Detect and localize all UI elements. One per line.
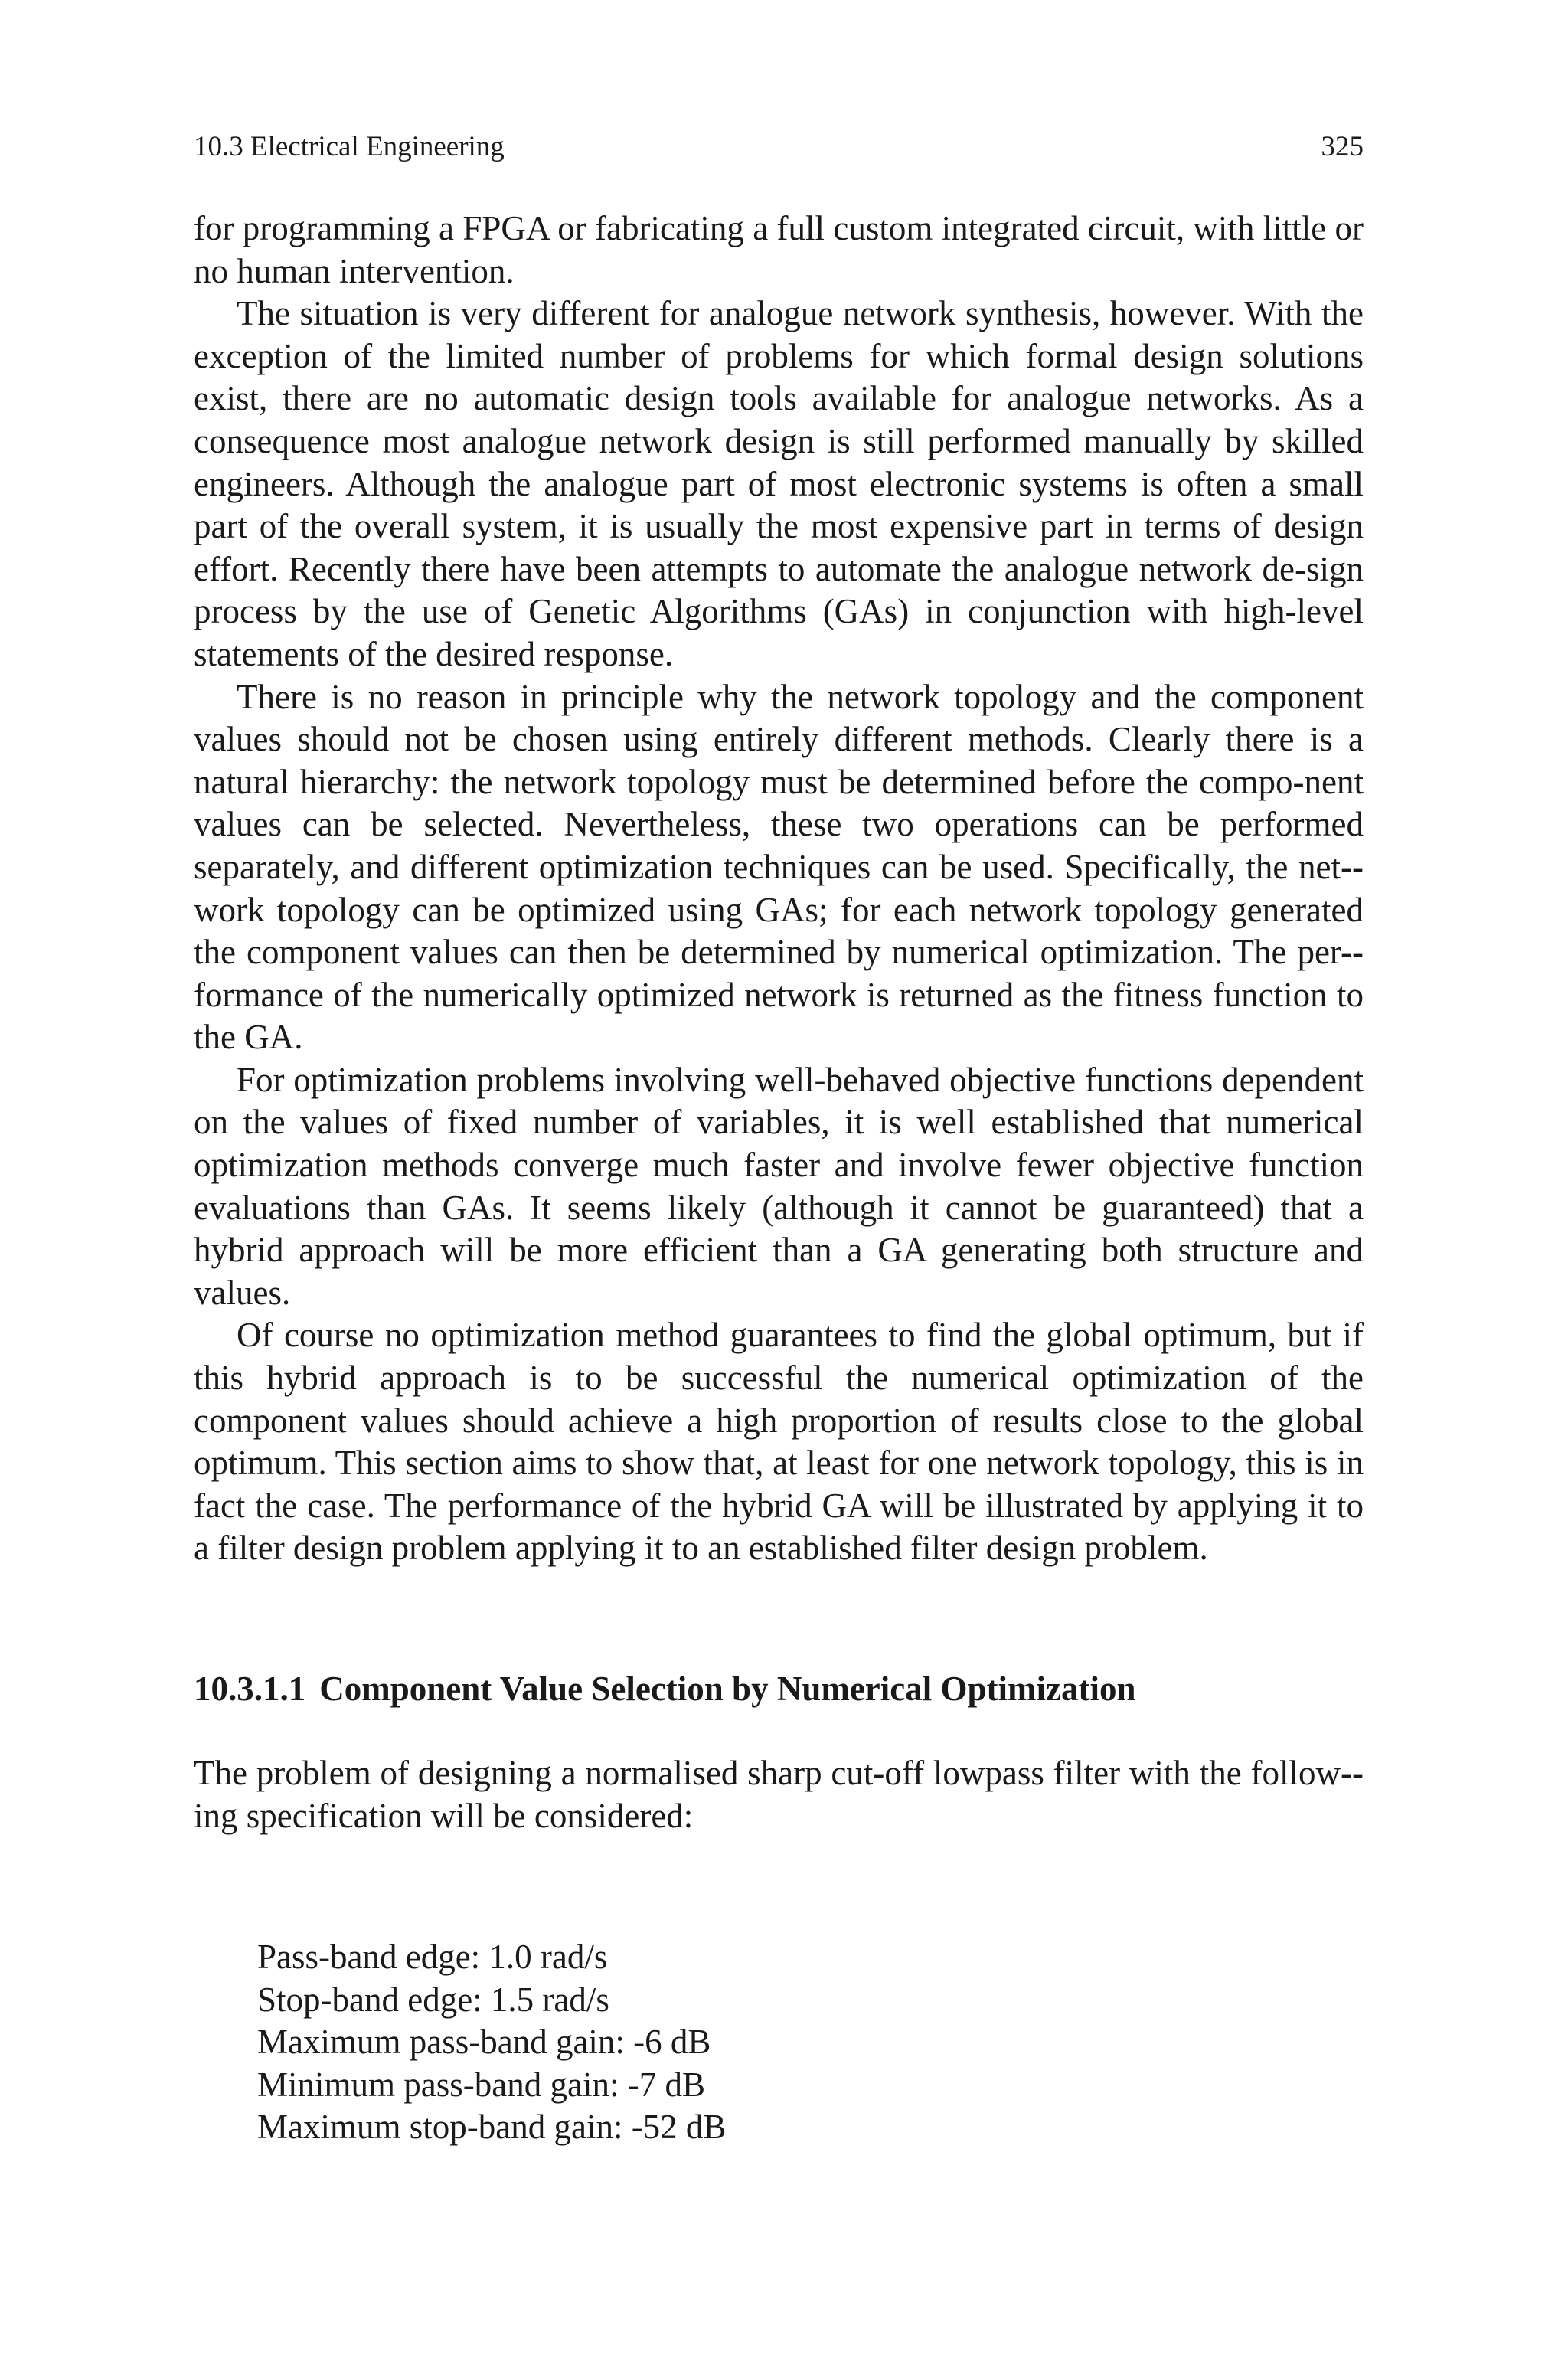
spec-item: Stop-band edge: 1.5 rad/s — [257, 1980, 609, 2019]
intro-paragraph: The problem of designing a normalised sharp cut-off lowpass filter with the follow-ing specification will be considered: — [194, 1754, 1364, 1835]
running-head-section: 10.3 Electrical Engineering — [194, 131, 505, 162]
paragraph: The situation is very different for analogue network synthesis, however. With the exception of the limited number of problems for which formal design solutions exist, there are no automatic design tools available for analogue networks. As a consequence most analogue network design is still performed manually by skilled engineers. Although the analogue part of most electronic systems is often a small part of the overall system, it is usually the most expensive part in terms of design effort. Recently there have been attempts to automate the analogue network de-sign process by the use of Genetic Algorithms (GAs) in conjunction with high-level statements of the desired response. — [194, 294, 1364, 673]
spec-item: Minimum pass-band gain: -7 dB — [257, 2065, 705, 2104]
section-heading-title: Component Value Selection by Numerical Optimization — [319, 1670, 1136, 1708]
spec-item: Pass-band edge: 1.0 rad/s — [257, 1938, 608, 1976]
paragraph: There is no reason in principle why the network topology and the component values should not be chosen using entirely different methods. Clearly there is a natural hierarchy: the network topology must be determined before the compo-nent values can be selected. Nevertheless, these two operations can be performed separately, and different optimization techniques can be used. Specifically, the net-work topology can be optimized using GAs; for each network topology generated the component values can then be determined by numerical optimization. The per-formance of the numerically optimized network is returned as the fitness function to the GA. — [194, 677, 1364, 1057]
spec-item: Maximum stop-band gain: -52 dB — [257, 2108, 727, 2147]
section-heading-number: 10.3.1.1 — [194, 1670, 306, 1708]
paragraph: For optimization problems involving well-behaved objective functions dependent on the values of fixed number of variables, it is well established that numerical optimization methods converge much faster and involve fewer objective function evaluations than GAs. It seems likely (although it cannot be guaranteed) that a hybrid approach will be more efficient than a GA generating both structure and values. — [194, 1060, 1364, 1312]
paragraph: Of course no optimization method guarantees to find the global optimum, but if this hybrid approach is to be successful the numerical optimization of the component values should achieve a high proportion of results close to the global optimum. This section aims to show that, at least for one network topology, this is in fact the case. The performance of the hybrid GA will be illustrated by applying it to a filter design problem applying it to an established filter design problem. — [194, 1316, 1364, 1568]
page-number: 325 — [1321, 131, 1364, 162]
specification-list — [257, 1936, 726, 2149]
running-head — [194, 132, 1364, 162]
section-intro — [194, 1752, 1364, 1837]
body-text — [194, 208, 1364, 1570]
section-heading — [194, 1667, 1364, 1710]
paragraph: for programming a FPGA or fabricating a full custom integrated circuit, with little or no human intervention. — [194, 209, 1364, 290]
spec-item: Maximum pass-band gain: -6 dB — [257, 2023, 711, 2062]
